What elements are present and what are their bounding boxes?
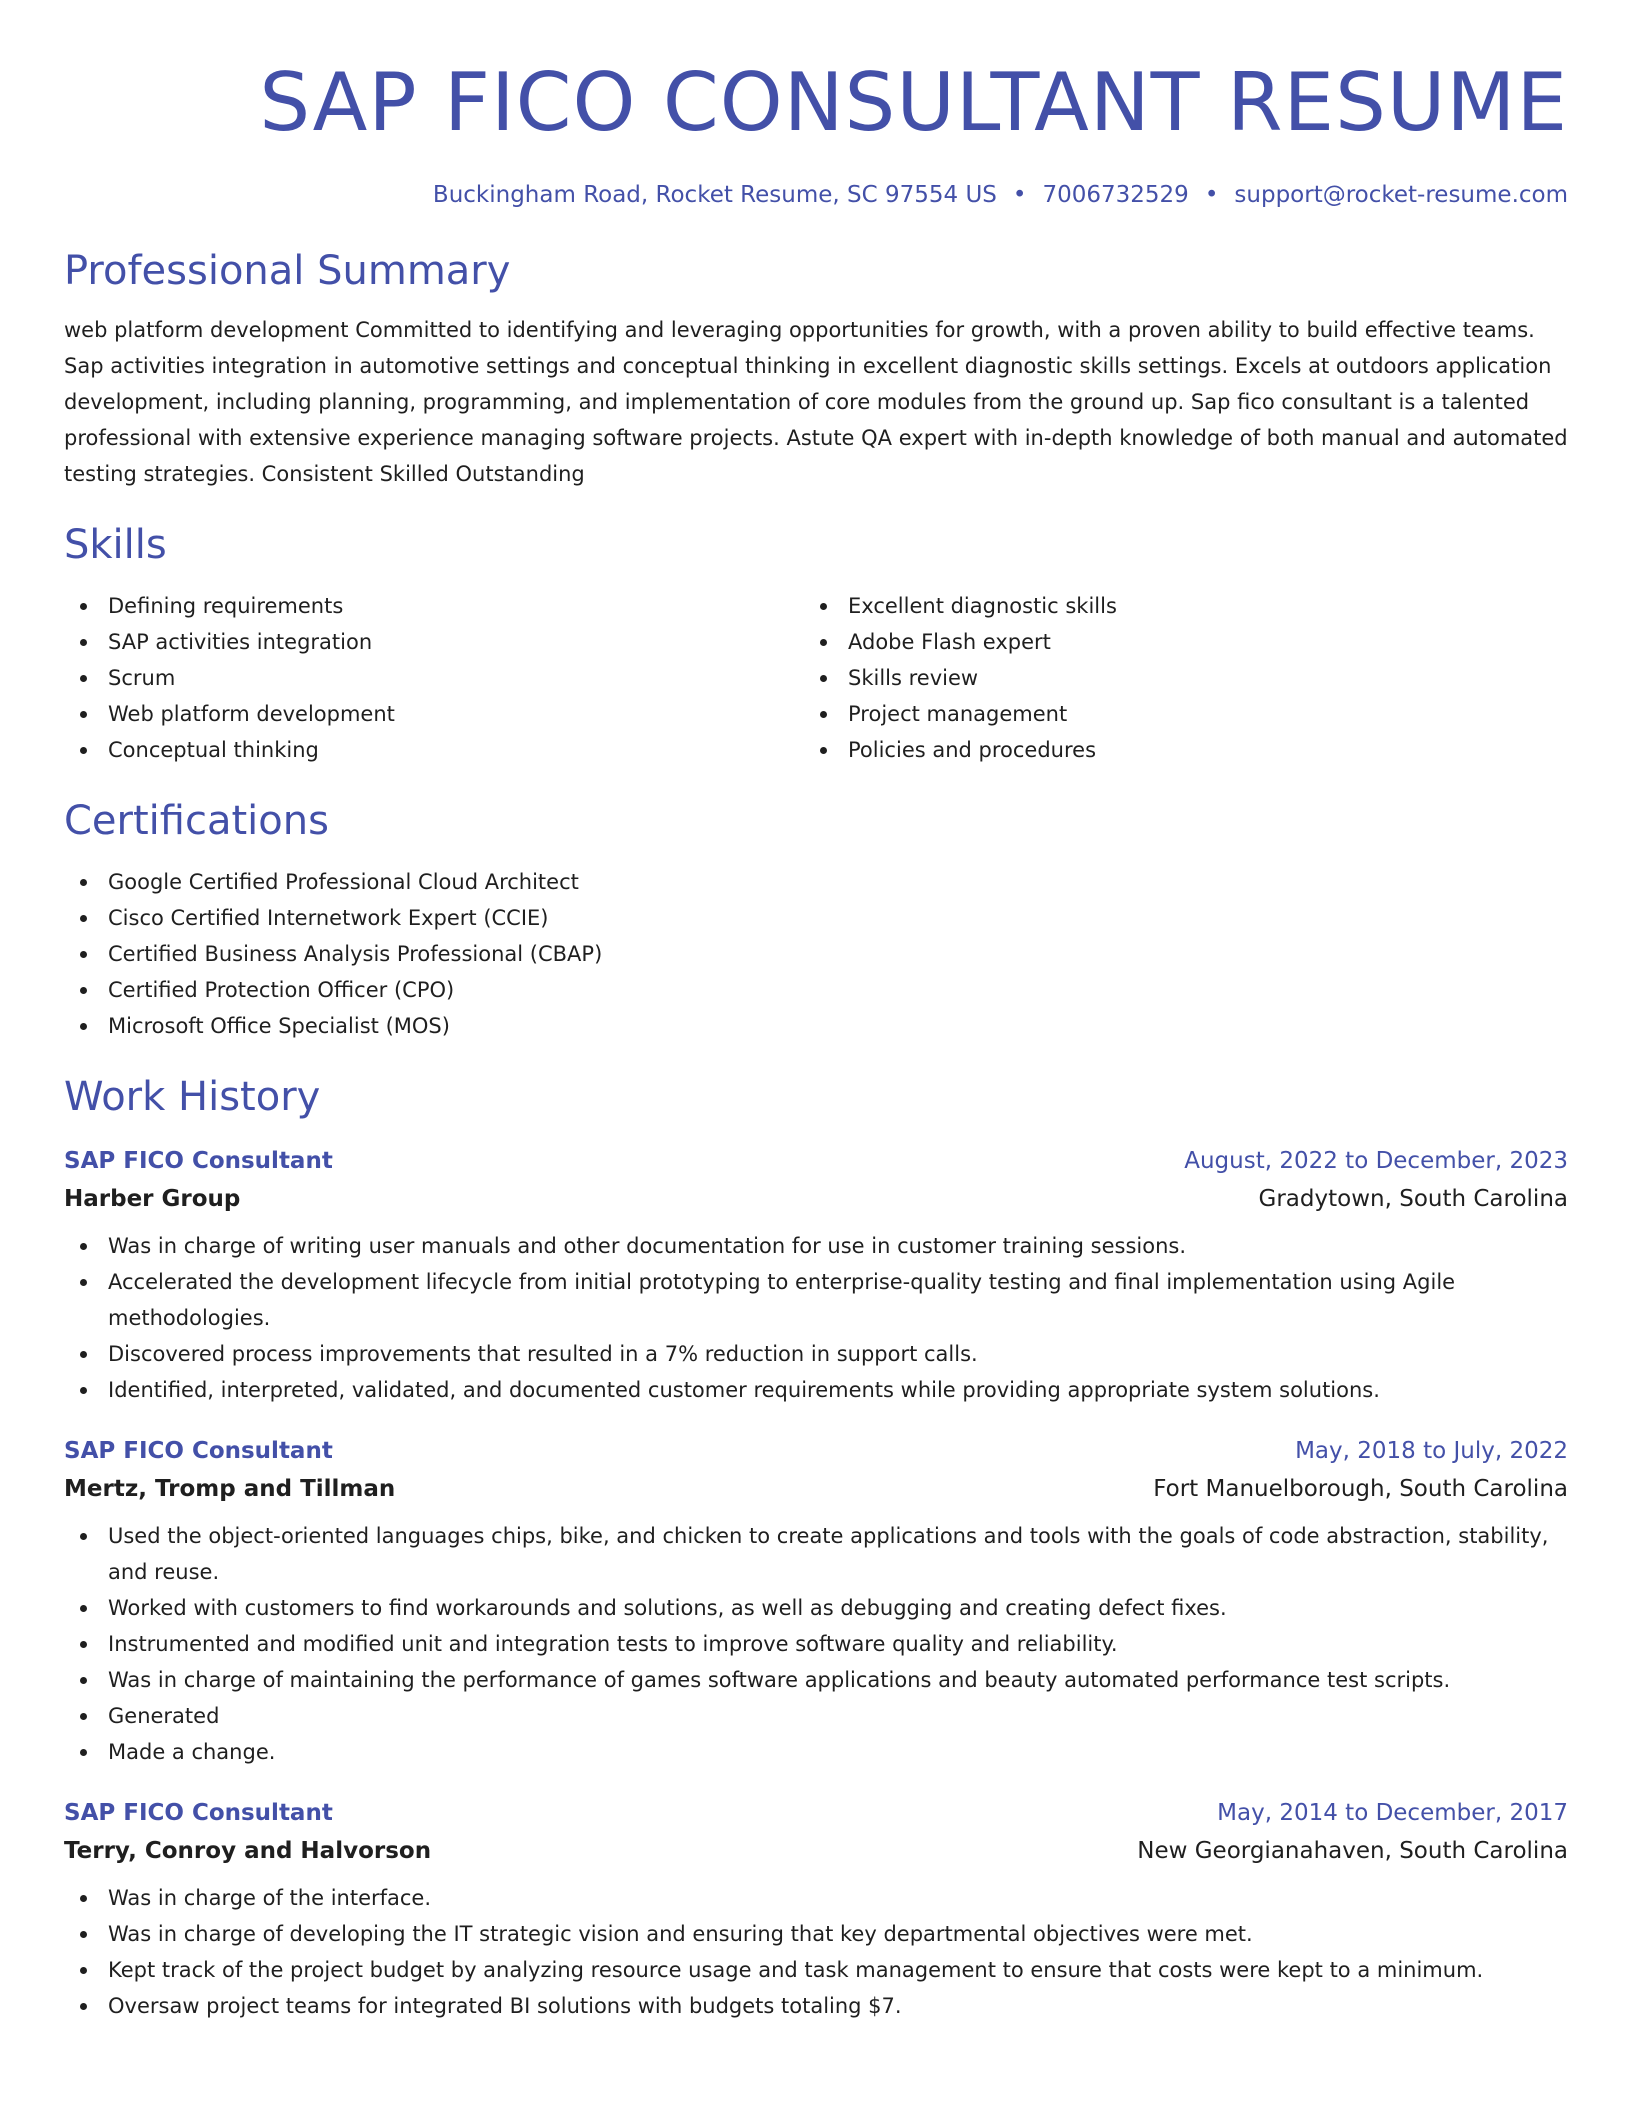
job-title: SAP FICO Consultant <box>64 1438 333 1464</box>
job-bullet: Was in charge of the interface. <box>64 1880 1568 1916</box>
skill-item: Adobe Flash expert <box>804 624 1544 660</box>
job-bullet: Accelerated the development lifecycle from initial prototyping to enterprise-quality testing and final implementation using Agile methodologies. <box>64 1264 1568 1336</box>
job-bullet: Generated <box>64 1698 1568 1734</box>
certifications-heading: Certifications <box>64 798 329 844</box>
job-title: SAP FICO Consultant <box>64 1800 333 1826</box>
job-bullet: Was in charge of writing user manuals and other documentation for use in customer training sessions. <box>64 1228 1568 1264</box>
skill-item: Skills review <box>804 660 1544 696</box>
job-entry <box>64 1794 1568 2024</box>
work-history-heading: Work History <box>64 1074 321 1120</box>
certifications-list <box>64 864 1568 1044</box>
certification-item: Google Certified Professional Cloud Architect <box>64 864 1568 900</box>
job-bullet: Worked with customers to find workarounds and solutions, as well as debugging and creating defect fixes. <box>64 1590 1568 1626</box>
job-bullets <box>64 1518 1568 1770</box>
certification-item: Certified Business Analysis Professional (CBAP) <box>64 936 1568 972</box>
skill-item: Defining requirements <box>64 588 804 624</box>
job-bullet: Kept track of the project budget by analyzing resource usage and task management to ensure that costs were kept to a minimum. <box>64 1952 1568 1988</box>
job-location: Gradytown, South Carolina <box>1258 1186 1568 1212</box>
skill-item: Web platform development <box>64 696 804 732</box>
job-bullets <box>64 1880 1568 2024</box>
job-bullet: Used the object-oriented languages chips, bike, and chicken to create applications and tools with the goals of code abstraction, stability, and reuse. <box>64 1518 1568 1590</box>
contact-email[interactable]: support@rocket-resume.com <box>1234 182 1568 208</box>
skills-column-right <box>804 588 1544 768</box>
job-bullet: Identified, interpreted, validated, and documented customer requirements while providing appropriate system solutions. <box>64 1372 1568 1408</box>
job-entry <box>64 1142 1568 1408</box>
resume-title: SAP FICO CONSULTANT RESUME <box>259 56 1568 149</box>
summary-heading: Professional Summary <box>64 248 511 294</box>
job-dates: May, 2014 to December, 2017 <box>1217 1800 1568 1826</box>
contact-line <box>64 178 1568 212</box>
skill-item: Policies and procedures <box>804 732 1544 768</box>
job-bullets <box>64 1228 1568 1408</box>
job-title: SAP FICO Consultant <box>64 1148 333 1174</box>
contact-address: Buckingham Road, Rocket Resume, SC 97554 US <box>432 182 997 208</box>
skill-item: Scrum <box>64 660 804 696</box>
skill-item: Project management <box>804 696 1544 732</box>
contact-separator: • <box>1012 182 1027 208</box>
skill-item: SAP activities integration <box>64 624 804 660</box>
contact-separator: • <box>1204 182 1219 208</box>
skills-column-left <box>64 588 804 768</box>
contact-phone: 7006732529 <box>1042 182 1189 208</box>
skill-item: Conceptual thinking <box>64 732 804 768</box>
job-dates: August, 2022 to December, 2023 <box>1184 1148 1568 1174</box>
job-bullet: Was in charge of maintaining the performance of games software applications and beauty automated performance test scripts. <box>64 1662 1568 1698</box>
job-location: Fort Manuelborough, South Carolina <box>1153 1476 1568 1502</box>
certification-item: Cisco Certified Internetwork Expert (CCIE) <box>64 900 1568 936</box>
job-company: Mertz, Tromp and Tillman <box>64 1476 396 1502</box>
summary-text: web platform development Committed to identifying and leveraging opportunities for growth, with a proven ability to build effective teams. Sap activities integration in automotive settings and conceptual thinking in excellent diagnostic skills settings. Excels at outdoors application development, including planning, programming, and implementation of core modules from the ground up. Sap fico consultant is a talented professional with extensive experience managing software projects. Astute QA expert with in-depth knowledge of both manual and automated testing strategies. Consistent Skilled Outstanding <box>64 318 1568 486</box>
skill-item: Excellent diagnostic skills <box>804 588 1544 624</box>
job-dates: May, 2018 to July, 2022 <box>1295 1438 1568 1464</box>
certification-item: Microsoft Office Specialist (MOS) <box>64 1008 1568 1044</box>
work-history-list <box>64 1142 1568 2024</box>
job-company: Terry, Conroy and Halvorson <box>64 1838 432 1864</box>
job-bullet: Discovered process improvements that resulted in a 7% reduction in support calls. <box>64 1336 1568 1372</box>
job-bullet: Oversaw project teams for integrated BI solutions with budgets totaling $7. <box>64 1988 1568 2024</box>
certification-item: Certified Protection Officer (CPO) <box>64 972 1568 1008</box>
job-entry <box>64 1432 1568 1770</box>
skills-heading: Skills <box>64 522 167 568</box>
job-bullet: Was in charge of developing the IT strategic vision and ensuring that key departmental objectives were met. <box>64 1916 1568 1952</box>
job-location: New Georgianahaven, South Carolina <box>1137 1838 1568 1864</box>
job-company: Harber Group <box>64 1186 241 1212</box>
skills-grid <box>64 588 1568 768</box>
job-bullet: Made a change. <box>64 1734 1568 1770</box>
job-bullet: Instrumented and modified unit and integration tests to improve software quality and reliability. <box>64 1626 1568 1662</box>
